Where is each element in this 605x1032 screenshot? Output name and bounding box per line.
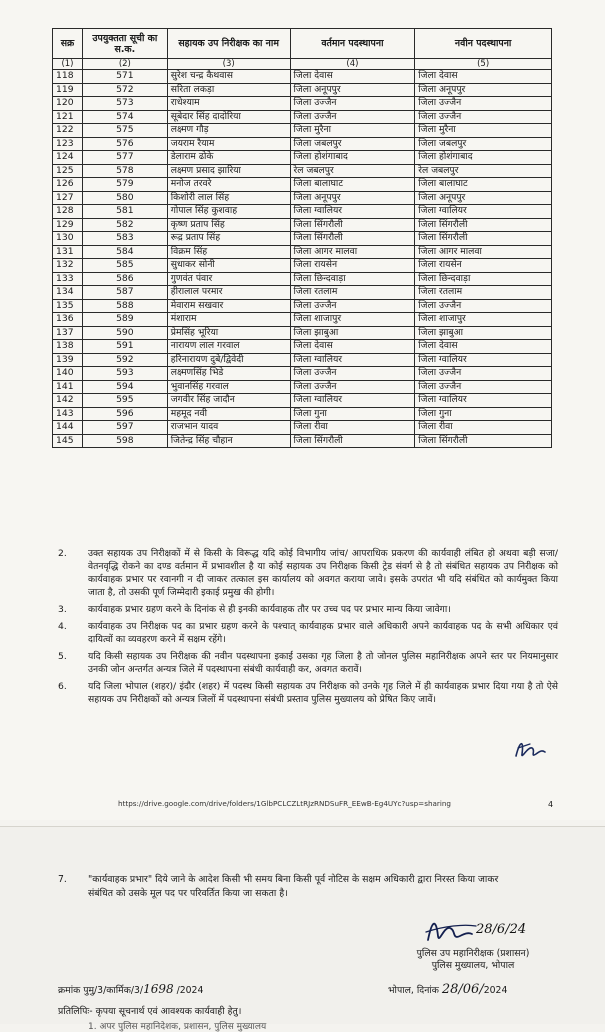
row-suitability-number: 591 [82, 340, 167, 354]
row-new-posting: जिला सिंगरौली [415, 434, 552, 448]
row-suitability-number: 582 [82, 218, 167, 232]
row-new-posting: जिला देवास [415, 340, 552, 354]
header-serial: सक्र [53, 29, 83, 59]
drive-link[interactable]: https://drive.google.com/drive/folders/1GlbPCLCZLtRJzRNDSuFR_EEwB-Eg4UYc?usp=sharing [118, 799, 451, 808]
designation-title: पुलिस उप महानिरीक्षक (प्रशासन) [416, 948, 530, 959]
row-serial: 120 [53, 97, 83, 111]
row-asi-name: हरिनारायण दुबे/द्विवेदी [167, 353, 290, 367]
table-row [53, 313, 552, 327]
row-asi-name: जयराम रैयाम [167, 137, 290, 151]
condition-number: 3. [58, 604, 67, 615]
row-serial: 127 [53, 191, 83, 205]
row-asi-name: रूद्र प्रताप सिंह [167, 232, 290, 246]
row-suitability-number: 597 [82, 421, 167, 435]
row-serial: 136 [53, 313, 83, 327]
row-suitability-number: 588 [82, 299, 167, 313]
row-suitability-number: 577 [82, 151, 167, 165]
row-new-posting: जिला रतलाम [415, 286, 552, 300]
initials-signature-icon [512, 736, 548, 762]
row-serial: 123 [53, 137, 83, 151]
table-row [53, 137, 552, 151]
row-new-posting: जिला अनूपपुर [415, 83, 552, 97]
row-asi-name: मेवाराम सखवार [167, 299, 290, 313]
row-current-posting: जिला आगर मालवा [290, 245, 415, 259]
condition-number: 5. [58, 651, 67, 662]
row-current-posting: जिला उज्जैन [290, 380, 415, 394]
row-asi-name: सुरेश चन्द्र कैथवास [167, 70, 290, 84]
row-current-posting: जिला रीवा [290, 421, 415, 435]
row-current-posting: जिला छिन्दवाड़ा [290, 272, 415, 286]
row-serial: 128 [53, 205, 83, 219]
condition-4 [58, 620, 558, 646]
row-new-posting: जिला शाजापुर [415, 313, 552, 327]
condition-3 [58, 603, 558, 616]
colnum-2: (2) [82, 59, 167, 70]
row-asi-name: लक्ष्मणसिंह भिडे [167, 367, 290, 381]
row-serial: 132 [53, 259, 83, 273]
page-number: 4 [548, 800, 554, 809]
row-serial: 143 [53, 407, 83, 421]
posting-table [52, 28, 552, 448]
row-new-posting: जिला होशंगाबाद [415, 151, 552, 165]
row-asi-name: राधेश्याम [167, 97, 290, 111]
row-serial: 135 [53, 299, 83, 313]
row-suitability-number: 589 [82, 313, 167, 327]
header-new-posting: नवीन पदस्थापना [415, 29, 552, 59]
row-current-posting: जिला मुरैना [290, 124, 415, 138]
row-current-posting: जिला अनूपपुर [290, 83, 415, 97]
row-new-posting: जिला ग्वालियर [415, 353, 552, 367]
row-serial: 130 [53, 232, 83, 246]
row-asi-name: सुधाकर सोनी [167, 259, 290, 273]
row-serial: 129 [53, 218, 83, 232]
row-suitability-number: 575 [82, 124, 167, 138]
row-asi-name: प्रेमसिंह भूरिया [167, 326, 290, 340]
row-serial: 126 [53, 178, 83, 192]
colnum-1: (1) [53, 59, 83, 70]
colnum-3: (3) [167, 59, 290, 70]
row-asi-name: हीरालाल परमार [167, 286, 290, 300]
table-row [53, 151, 552, 165]
row-serial: 137 [53, 326, 83, 340]
row-serial: 145 [53, 434, 83, 448]
row-current-posting: जिला शाजापुर [290, 313, 415, 327]
row-current-posting: जिला उज्जैन [290, 367, 415, 381]
row-suitability-number: 584 [82, 245, 167, 259]
condition-number: 2. [58, 548, 67, 559]
row-suitability-number: 595 [82, 394, 167, 408]
header-suitability-number: उपयुक्तता सूची का स.क. [82, 29, 167, 59]
row-suitability-number: 576 [82, 137, 167, 151]
row-serial: 134 [53, 286, 83, 300]
table-row [53, 124, 552, 138]
row-serial: 141 [53, 380, 83, 394]
row-current-posting: जिला देवास [290, 70, 415, 84]
table-row [53, 259, 552, 273]
row-current-posting: जिला सिंगरौली [290, 218, 415, 232]
table-row [53, 205, 552, 219]
row-new-posting: जिला छिन्दवाड़ा [415, 272, 552, 286]
order-conditions [58, 547, 558, 710]
row-new-posting: जिला सिंगरौली [415, 218, 552, 232]
row-current-posting: जिला ग्वालियर [290, 353, 415, 367]
row-suitability-number: 572 [82, 83, 167, 97]
row-suitability-number: 579 [82, 178, 167, 192]
condition-text: यदि किसी सहायक उप निरीक्षक की नवीन पदस्थापना इकाई उसका गृह जिला है तो जोनल पुलिस महानिरीक्षक अपने स्तर पर नियमानुसार उनकी जोन अन्तर्गत अन्यत्र जिले में पदस्थापना संबंधी कार्यवाही कर, अवगत करावें। [88, 651, 558, 675]
row-serial: 139 [53, 353, 83, 367]
row-new-posting: जिला सिंगरौली [415, 232, 552, 246]
order-date [388, 982, 507, 997]
row-suitability-number: 578 [82, 164, 167, 178]
table-row [53, 367, 552, 381]
row-current-posting: जिला सिंगरौली [290, 434, 415, 448]
table-row [53, 218, 552, 232]
row-new-posting: जिला उज्जैन [415, 110, 552, 124]
table-header-row [53, 29, 552, 59]
table-row [53, 299, 552, 313]
table-row [53, 70, 552, 84]
row-asi-name: मंशाराम [167, 313, 290, 327]
row-asi-name: सरिता लकड़ा [167, 83, 290, 97]
row-new-posting: रेल जबलपुर [415, 164, 552, 178]
row-current-posting: जिला गुना [290, 407, 415, 421]
row-serial: 133 [53, 272, 83, 286]
condition-number: 4. [58, 621, 67, 632]
row-current-posting: जिला देवास [290, 340, 415, 354]
table-row [53, 340, 552, 354]
row-current-posting: जिला बालाघाट [290, 178, 415, 192]
row-new-posting: जिला ग्वालियर [415, 394, 552, 408]
row-new-posting: जिला झाबुआ [415, 326, 552, 340]
row-serial: 124 [53, 151, 83, 165]
table-row [53, 394, 552, 408]
row-new-posting: जिला मुरैना [415, 124, 552, 138]
row-asi-name: जगवीर सिंह जादौन [167, 394, 290, 408]
row-serial: 131 [53, 245, 83, 259]
row-current-posting: रेल जबलपुर [290, 164, 415, 178]
row-suitability-number: 580 [82, 191, 167, 205]
row-current-posting: जिला झाबुआ [290, 326, 415, 340]
condition-text: कार्यवाहक उप निरीक्षक पद का प्रभार ग्रहण करने के पश्चात् कार्यवाहक प्रभार वाले अधिकारी अपने कार्यवाहक पद के सभी अधिकार एवं दायित्वों का व्यवहरण करने में सक्षम रहेंगे। [88, 621, 558, 645]
signing-officer-designation [388, 948, 558, 972]
condition-number: 7. [58, 874, 67, 885]
table-row [53, 178, 552, 192]
row-suitability-number: 596 [82, 407, 167, 421]
row-serial: 144 [53, 421, 83, 435]
row-serial: 142 [53, 394, 83, 408]
table-row [53, 164, 552, 178]
order-reference [58, 982, 203, 996]
table-row [53, 353, 552, 367]
condition-text: "कार्यवाहक प्रभार" दिये जाने के आदेश किसी भी समय बिना किसी पूर्व नोटिस के सक्षम अधिकारी द्वारा निरस्त किया जाकर संबंधित को उसके मूल पद पर परिवर्तित किया जा सकता है। [88, 874, 499, 899]
row-suitability-number: 590 [82, 326, 167, 340]
row-current-posting: जिला उज्जैन [290, 110, 415, 124]
table-row [53, 232, 552, 246]
table-row [53, 380, 552, 394]
row-suitability-number: 587 [82, 286, 167, 300]
row-suitability-number: 581 [82, 205, 167, 219]
date-prefix: भोपाल, दिनांक [388, 985, 442, 996]
row-suitability-number: 598 [82, 434, 167, 448]
column-number-row [53, 59, 552, 70]
row-new-posting: जिला उज्जैन [415, 97, 552, 111]
row-current-posting: जिला रतलाम [290, 286, 415, 300]
row-asi-name: मनोज तरवरे [167, 178, 290, 192]
row-new-posting: जिला उज्जैन [415, 380, 552, 394]
row-suitability-number: 573 [82, 97, 167, 111]
row-serial: 138 [53, 340, 83, 354]
date-handwritten: 28/06/ [441, 982, 484, 997]
table-row [53, 83, 552, 97]
table-row [53, 286, 552, 300]
row-new-posting: जिला ग्वालियर [415, 205, 552, 219]
row-asi-name: नारायण लाल गरवाल [167, 340, 290, 354]
row-new-posting: जिला रीवा [415, 421, 552, 435]
row-asi-name: सूबेदार सिंह दादोरिया [167, 110, 290, 124]
colnum-4: (4) [290, 59, 415, 70]
row-suitability-number: 594 [82, 380, 167, 394]
row-current-posting: जिला अनूपपुर [290, 191, 415, 205]
row-asi-name: जितेन्द्र सिंह चौहान [167, 434, 290, 448]
row-asi-name: लक्ष्मण गौड़ [167, 124, 290, 138]
row-asi-name: गोपाल सिंह कुशवाह [167, 205, 290, 219]
row-asi-name: राजभान यादव [167, 421, 290, 435]
row-current-posting: जिला ग्वालियर [290, 205, 415, 219]
row-suitability-number: 583 [82, 232, 167, 246]
table-row [53, 421, 552, 435]
row-current-posting: जिला ग्वालियर [290, 394, 415, 408]
table-row [53, 326, 552, 340]
table-row [53, 272, 552, 286]
table-row [53, 97, 552, 111]
posting-table-body [53, 70, 552, 448]
condition-text: उक्त सहायक उप निरीक्षकों में से किसी के विरूद्ध यदि कोई विभागीय जांच/ आपराधिक प्रकरण की कार्यवाही लंबित हो अथवा बड़ी सजा/ वेतनवृद्धि रोकने का दण्ड वर्तमान में प्रभावशील है या कोई सहायक उप निरीक्षक किसी ट्रेड संवर्ग से है तो संबंधित सहायक उप निरीक्षक को कार्यवाहक प्रभार पर रवानगी न दी जाकर तत्काल इस कार्यालय को अवगत कराया जावे। इसके उपरांत भी यदि संबंधित को कार्यमुक्त किया जाता है, तो उसकी पूर्ण जिम्मेदारी इकाई प्रमुख की होगी। [88, 548, 558, 598]
row-current-posting: जिला जबलपुर [290, 137, 415, 151]
condition-text: यदि जिला भोपाल (शहर)/ इंदौर (शहर) में पदस्थ किसी सहायक उप निरीक्षक को उनके गृह जिले में ही कार्यवाहक प्रभार दिया गया है तो ऐसे सहायक उप निरीक्षकों को अन्यत्र जिलों में पदस्थापना संबंधी प्रस्ताव पुलिस मुख्यालय को प्रेषित किए जावें। [88, 681, 558, 705]
table-row [53, 407, 552, 421]
row-serial: 119 [53, 83, 83, 97]
row-asi-name: कृष्ण प्रताप सिंह [167, 218, 290, 232]
table-row [53, 434, 552, 448]
row-current-posting: जिला रायसेन [290, 259, 415, 273]
colnum-5: (5) [415, 59, 552, 70]
row-new-posting: जिला देवास [415, 70, 552, 84]
row-current-posting: जिला सिंगरौली [290, 232, 415, 246]
reference-number: 1698 [143, 982, 174, 996]
row-asi-name: विक्रम सिंह [167, 245, 290, 259]
row-suitability-number: 593 [82, 367, 167, 381]
row-new-posting: जिला बालाघाट [415, 178, 552, 192]
row-serial: 125 [53, 164, 83, 178]
condition-6 [58, 680, 558, 706]
row-suitability-number: 586 [82, 272, 167, 286]
designation-office: पुलिस मुख्यालय, भोपाल [431, 960, 515, 971]
row-new-posting: जिला उज्जैन [415, 299, 552, 313]
row-serial: 122 [53, 124, 83, 138]
row-asi-name: महमूद नवी [167, 407, 290, 421]
copy-recipient-1: 1. अपर पुलिस महानिदेशक, प्रशासन, पुलिस मुख्यालय [88, 1022, 267, 1032]
row-new-posting: जिला आगर मालवा [415, 245, 552, 259]
condition-5 [58, 650, 558, 676]
row-current-posting: जिला होशंगाबाद [290, 151, 415, 165]
row-suitability-number: 585 [82, 259, 167, 273]
row-asi-name: किशोरी लाल सिंह [167, 191, 290, 205]
condition-text: कार्यवाहक प्रभार ग्रहण करने के दिनांक से ही इनकी कार्यवाहक तौर पर उच्च पद पर प्रभार मान्य किया जावेगा। [88, 604, 451, 615]
row-new-posting: जिला रायसेन [415, 259, 552, 273]
date-year: 2024 [483, 985, 508, 996]
row-suitability-number: 574 [82, 110, 167, 124]
table-row [53, 245, 552, 259]
row-new-posting: जिला गुना [415, 407, 552, 421]
table-row [53, 110, 552, 124]
row-serial: 140 [53, 367, 83, 381]
row-suitability-number: 592 [82, 353, 167, 367]
row-asi-name: लक्ष्मण प्रसाद झारिया [167, 164, 290, 178]
row-current-posting: जिला उज्जैन [290, 299, 415, 313]
reference-prefix: क्रमांक पुमु/3/कार्मिक/3/ [58, 985, 144, 996]
row-serial: 121 [53, 110, 83, 124]
reference-year: /2024 [173, 985, 204, 996]
row-new-posting: जिला जबलपुर [415, 137, 552, 151]
header-asi-name: सहायक उप निरीक्षक का नाम [167, 29, 290, 59]
row-asi-name: भुवानसिंह गरवाल [167, 380, 290, 394]
header-current-posting: वर्तमान पदस्थापना [290, 29, 415, 59]
row-serial: 118 [53, 70, 83, 84]
row-suitability-number: 571 [82, 70, 167, 84]
row-new-posting: जिला उज्जैन [415, 367, 552, 381]
row-asi-name: गुणवंत पंवार [167, 272, 290, 286]
row-new-posting: जिला अनूपपुर [415, 191, 552, 205]
table-row [53, 191, 552, 205]
signature-date: 28/6/24 [476, 922, 527, 937]
row-current-posting: जिला उज्जैन [290, 97, 415, 111]
condition-number: 6. [58, 681, 67, 692]
condition-2 [58, 547, 558, 599]
row-asi-name: डेलाराम ढोके [167, 151, 290, 165]
copy-to-line: प्रतिलिपिः- कृपया सूचनार्थ एवं आवश्यक कार्यवाही हेतु। [58, 1006, 242, 1017]
